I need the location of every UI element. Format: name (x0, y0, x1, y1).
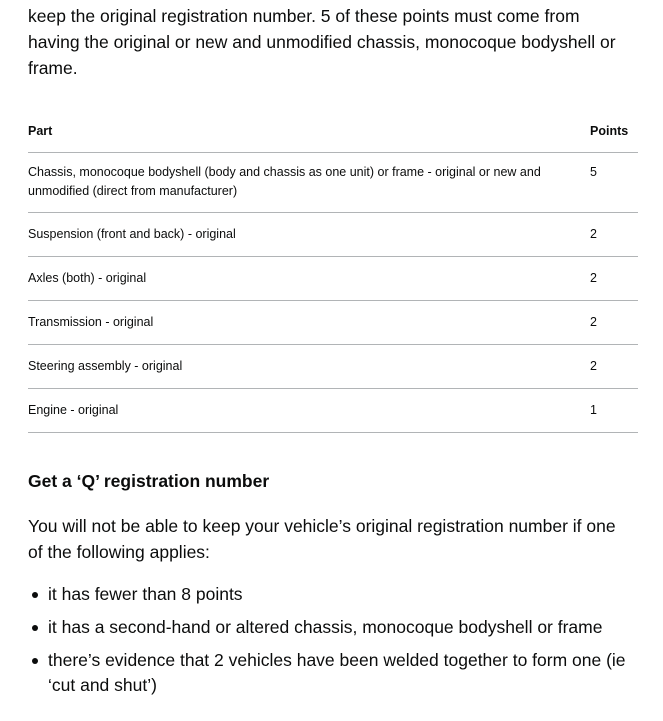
points-cell: 2 (590, 301, 638, 345)
list-item (28, 648, 635, 698)
table-header-row (28, 112, 638, 153)
points-cell: 1 (590, 389, 638, 433)
bullet-icon (32, 592, 38, 598)
part-cell: Engine - original (28, 389, 590, 433)
list-item-text: it has fewer than 8 points (48, 584, 243, 604)
table-row (28, 301, 638, 345)
points-cell: 2 (590, 213, 638, 257)
column-header-points: Points (590, 112, 638, 153)
list-item-text: it has a second-hand or altered chassis, monocoque bodyshell or frame (48, 617, 603, 637)
points-cell: 5 (590, 153, 638, 213)
intro-paragraph: keep the original registration number. 5 of these points must come from having the original or new and unmodified chassis, monocoque bodyshell or frame. (28, 6, 616, 78)
table-row (28, 389, 638, 433)
table-row (28, 345, 638, 389)
section-paragraph: You will not be able to keep your vehicle’s original registration number if one of the following applies: (28, 516, 616, 562)
table-row (28, 257, 638, 301)
points-table (28, 112, 638, 433)
part-cell: Suspension (front and back) - original (28, 213, 590, 257)
column-header-part: Part (28, 112, 590, 153)
section-heading: Get a ‘Q’ registration number (28, 471, 270, 491)
bullet-icon (32, 658, 38, 664)
points-cell: 2 (590, 345, 638, 389)
table-row (28, 153, 638, 213)
list-item (28, 582, 635, 607)
table-row (28, 213, 638, 257)
conditions-list (28, 582, 635, 698)
part-cell: Steering assembly - original (28, 345, 590, 389)
bullet-icon (32, 625, 38, 631)
list-item (28, 615, 635, 640)
points-cell: 2 (590, 257, 638, 301)
part-cell: Chassis, monocoque bodyshell (body and chassis as one unit) or frame - original or new and unmodified (direct from manufacturer) (28, 153, 590, 213)
part-cell: Axles (both) - original (28, 257, 590, 301)
list-item-text: there’s evidence that 2 vehicles have been welded together to form one (ie ‘cut and shut’) (48, 650, 626, 695)
part-cell: Transmission - original (28, 301, 590, 345)
